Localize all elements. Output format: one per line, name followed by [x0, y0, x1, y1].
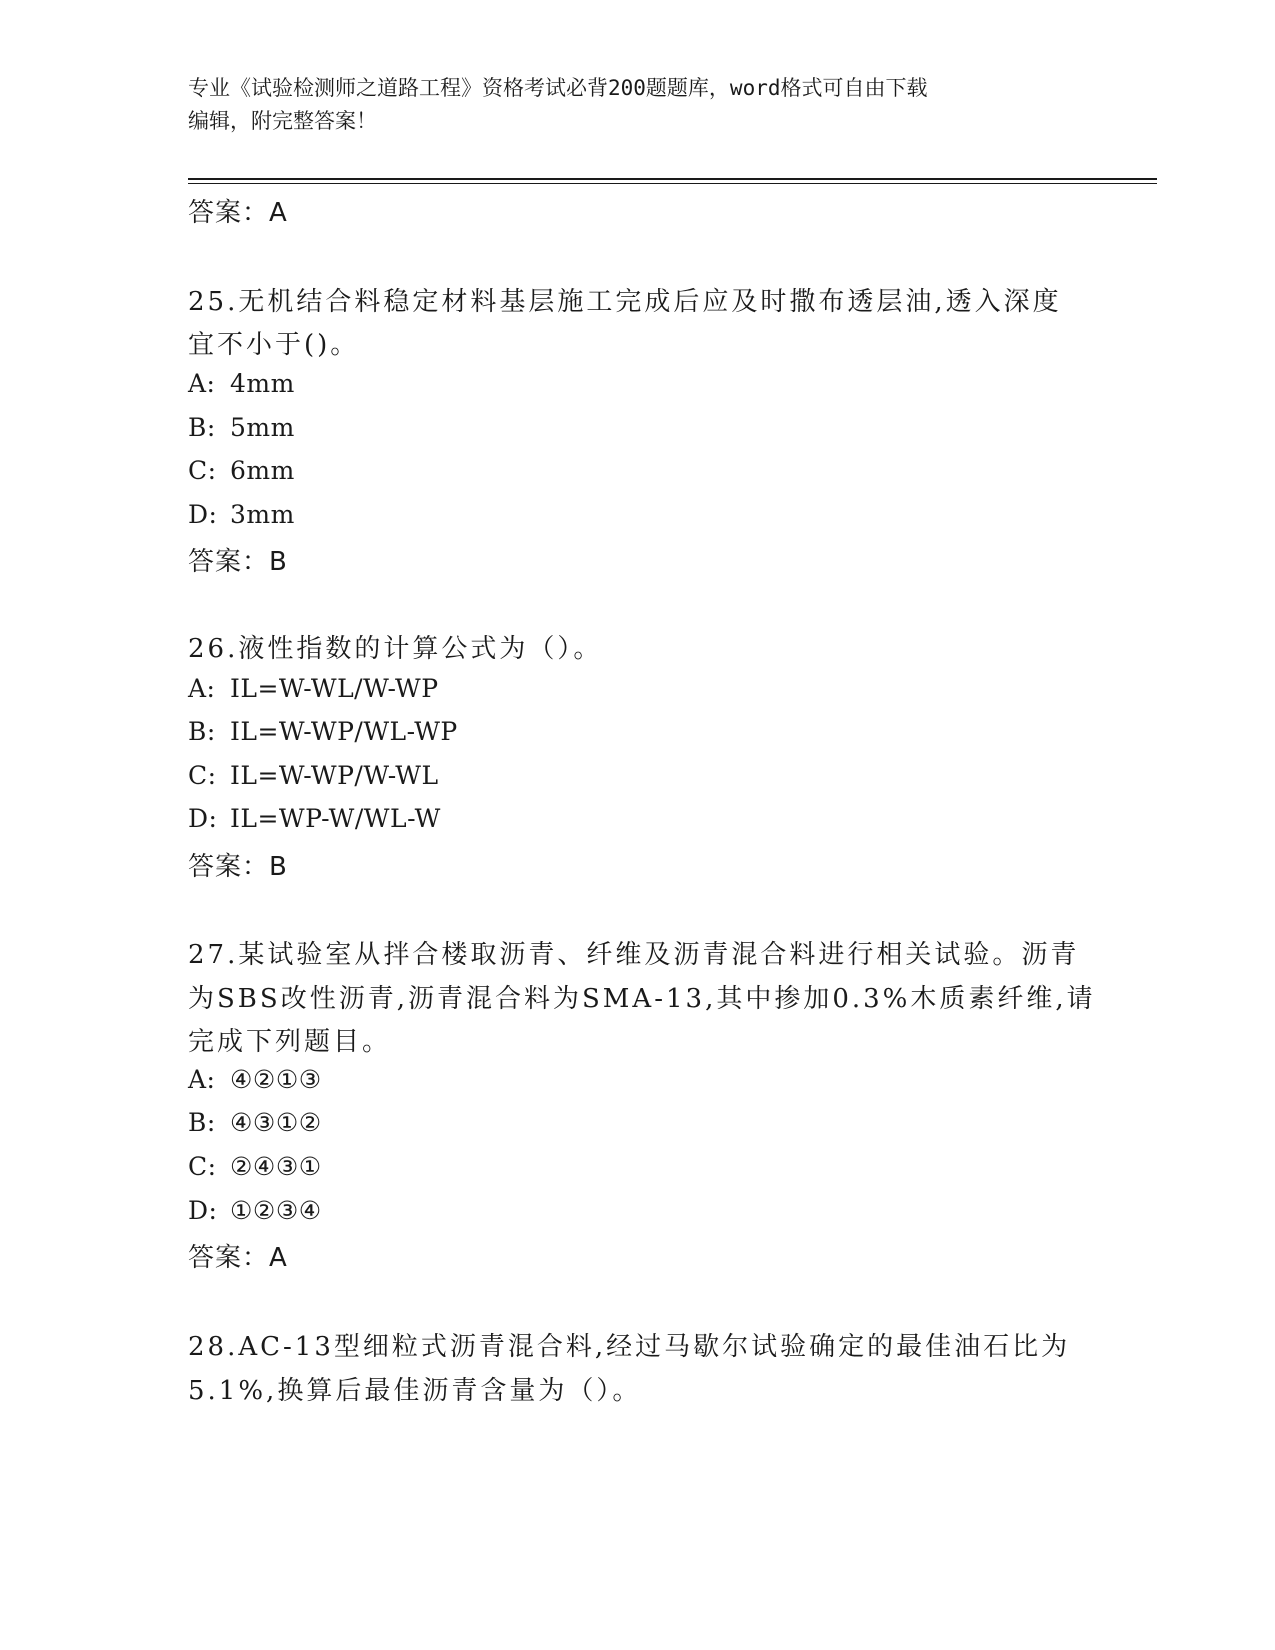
question-27-stem-line-3: 完成下列题目。	[188, 1027, 392, 1057]
question-26-option-d	[188, 804, 441, 833]
question-27-answer: 答案：A	[188, 1243, 288, 1273]
option-label: B:	[188, 717, 216, 746]
question-27-stem-line-2: 为SBS改性沥青,沥青混合料为SMA-13,其中掺加0.3%木质素纤维,请	[188, 984, 1096, 1014]
question-26-answer: 答案：B	[188, 852, 288, 882]
question-26-option-c	[188, 761, 439, 790]
question-27-stem-line-1: 27.某试验室从拌合楼取沥青、纤维及沥青混合料进行相关试验。沥青	[188, 940, 1080, 970]
option-text: 5mm	[230, 413, 295, 442]
question-25-stem-line-1: 25.无机结合料稳定材料基层施工完成后应及时撒布透层油,透入深度	[188, 287, 1062, 317]
question-25-stem-line-2: 宜不小于()。	[188, 330, 360, 360]
option-text: IL=W-WL/W-WP	[230, 674, 439, 703]
question-28-stem-line-1: 28.AC-13型细粒式沥青混合料,经过马歇尔试验确定的最佳油石比为	[188, 1332, 1071, 1362]
option-text: ④②①③	[230, 1065, 322, 1094]
option-text: ①②③④	[230, 1196, 322, 1225]
option-label: C:	[188, 761, 217, 790]
question-28-stem-line-2: 5.1%,换算后最佳沥青含量为（）。	[188, 1376, 642, 1406]
previous-answer: 答案：A	[188, 198, 288, 228]
option-text: ④③①②	[230, 1108, 322, 1137]
question-26-stem-line-1: 26.液性指数的计算公式为（）。	[188, 634, 603, 664]
option-label: D:	[188, 500, 218, 529]
option-label: A:	[188, 369, 216, 398]
question-25-option-b	[188, 413, 295, 442]
option-label: C:	[188, 1152, 217, 1181]
option-text: 4mm	[230, 369, 295, 398]
header-title-line-1: 专业《试验检测师之道路工程》资格考试必背200题题库，word格式可自由下载	[188, 76, 928, 100]
question-25-answer: 答案：B	[188, 547, 288, 577]
option-text: IL=W-WP/W-WL	[230, 761, 439, 790]
option-text: IL=W-WP/WL-WP	[230, 717, 458, 746]
question-27-option-a	[188, 1065, 322, 1094]
header-divider	[188, 178, 1157, 180]
question-27-option-d	[188, 1196, 322, 1225]
option-label: A:	[188, 1065, 216, 1094]
question-26-option-b	[188, 717, 458, 746]
question-27-option-b	[188, 1108, 322, 1137]
option-text: 6mm	[230, 456, 295, 485]
option-text: ②④③①	[230, 1152, 322, 1181]
option-text: 3mm	[230, 500, 295, 529]
option-label: D:	[188, 804, 218, 833]
question-25-option-d	[188, 500, 295, 529]
question-25-option-a	[188, 369, 295, 398]
header-title-line-2: 编辑，附完整答案！	[188, 109, 377, 133]
question-27-option-c	[188, 1152, 322, 1181]
header-divider-thin	[188, 183, 1157, 184]
option-label: B:	[188, 1108, 216, 1137]
option-label: A:	[188, 674, 216, 703]
option-label: C:	[188, 456, 217, 485]
option-label: B:	[188, 413, 216, 442]
option-label: D:	[188, 1196, 218, 1225]
question-26-option-a	[188, 674, 439, 703]
question-25-option-c	[188, 456, 295, 485]
page-header	[188, 72, 1068, 138]
option-text: IL=WP-W/WL-W	[230, 804, 441, 833]
